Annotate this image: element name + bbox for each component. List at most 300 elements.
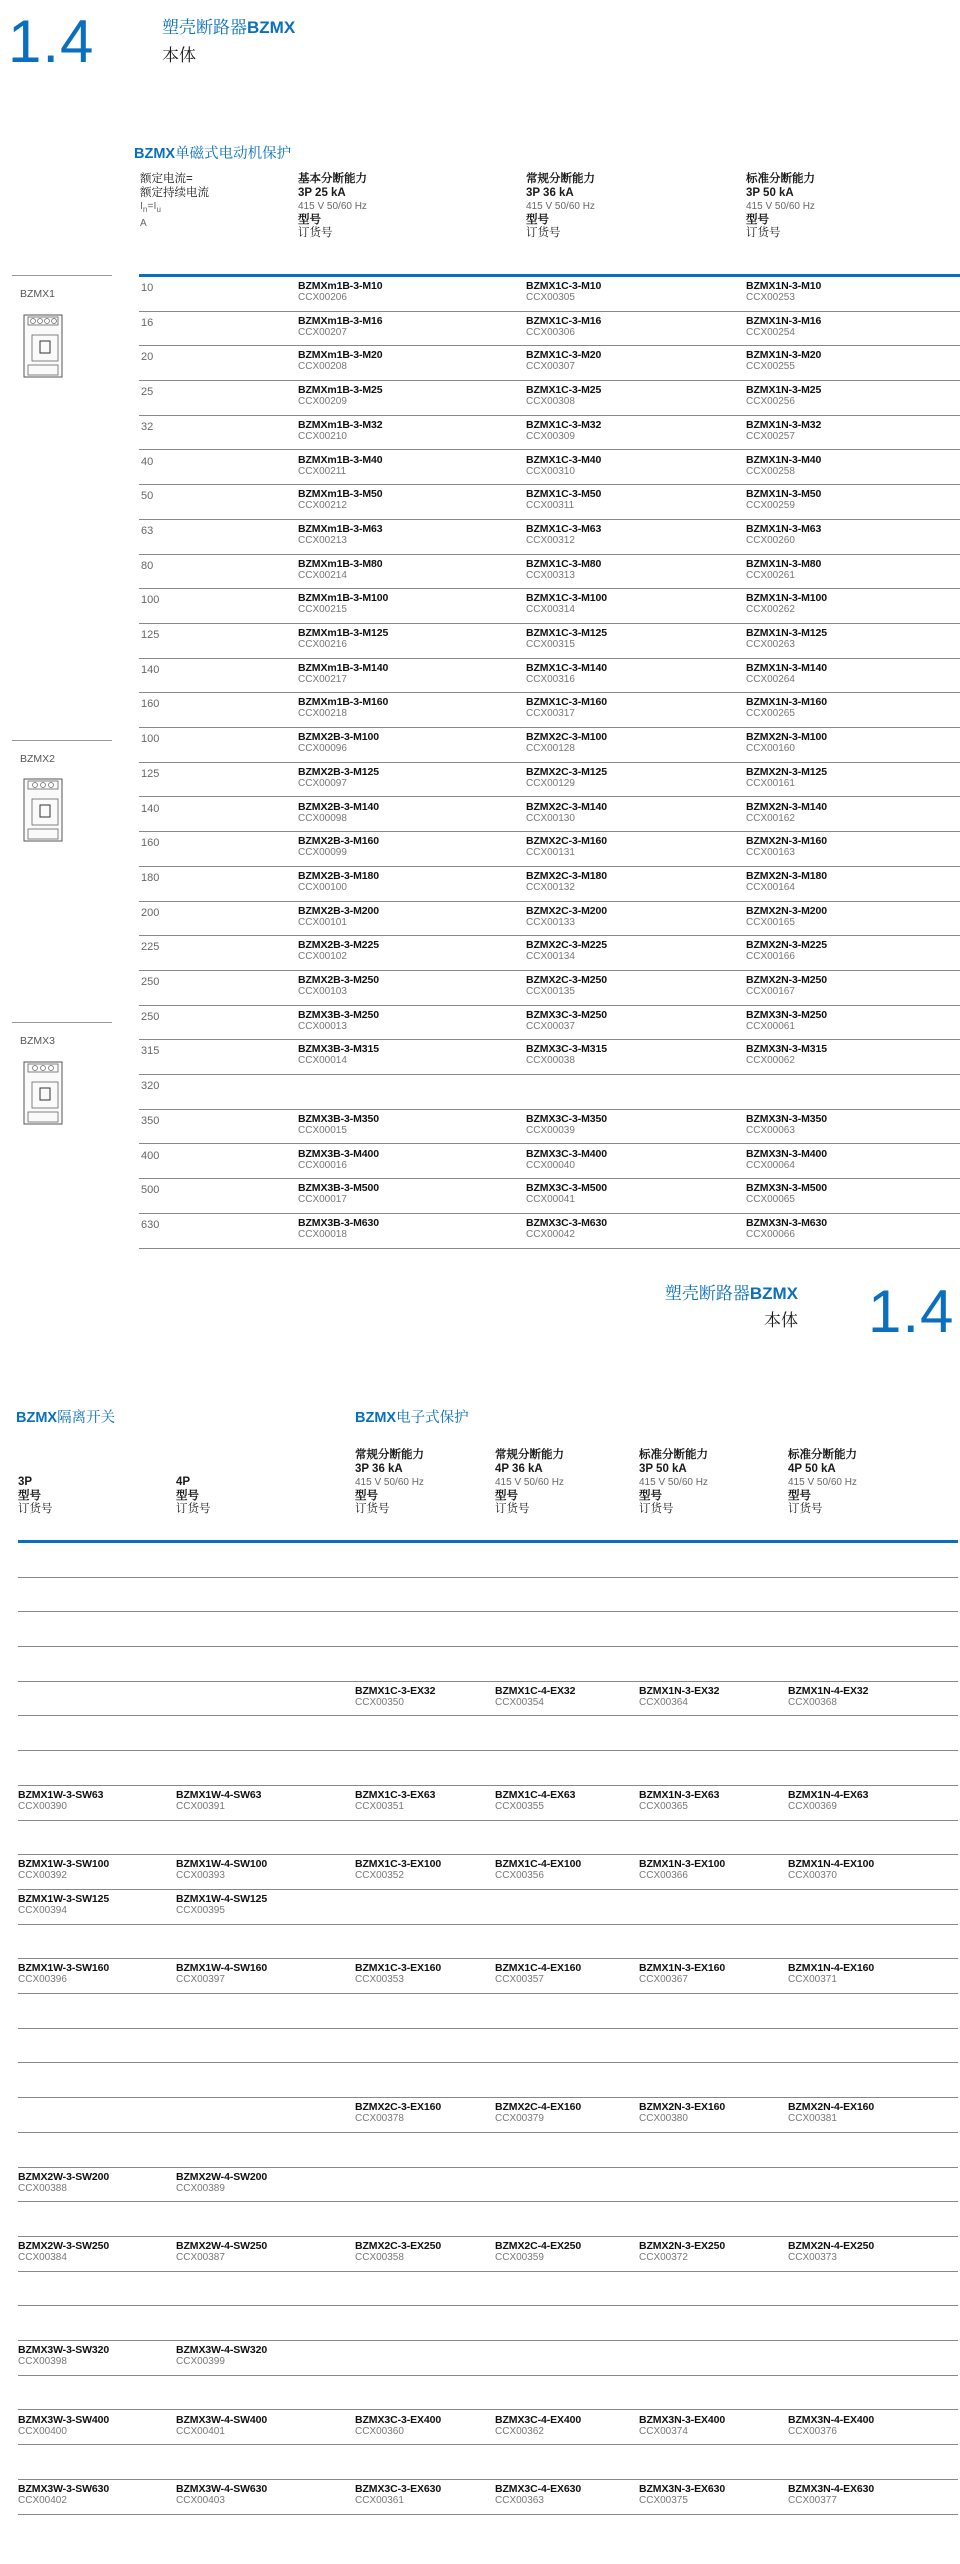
rated-current: 40 xyxy=(141,455,154,468)
model-number: BZMX3W-3-SW630 xyxy=(18,2482,110,2495)
model-number: BZMX2C-3-M100 xyxy=(526,731,607,744)
model-number: BZMX1N-3-M140 xyxy=(746,661,827,674)
order-number: CCX00209 xyxy=(298,396,347,408)
page-title-cn: 塑壳断路器 xyxy=(162,18,247,37)
product-cell xyxy=(746,488,821,512)
frame-label-bzmx2: BZMX2 xyxy=(20,753,56,765)
model-number: BZMX3N-4-EX630 xyxy=(788,2482,875,2495)
order-number: CCX00398 xyxy=(18,2356,67,2368)
table-row xyxy=(139,1075,960,1110)
model-number: BZMX2C-3-M200 xyxy=(526,904,607,917)
order-number: CCX00098 xyxy=(298,812,347,824)
product-cell xyxy=(18,1789,103,1813)
column-header-regular xyxy=(526,173,595,241)
model-number: BZMX1N-3-EX32 xyxy=(639,1684,720,1697)
product-cell xyxy=(526,349,601,373)
table-row xyxy=(18,1751,958,1786)
product-cell xyxy=(495,2414,581,2438)
frame-label-bzmx1: BZMX1 xyxy=(20,288,56,300)
model-number: BZMX1C-3-EX32 xyxy=(355,1684,436,1697)
model-number: BZMX1N-3-M20 xyxy=(746,349,822,362)
sw4-model-label: 型号 xyxy=(176,1489,199,1502)
order-number: CCX00391 xyxy=(176,1800,225,1812)
model-number: BZMXm1B-3-M50 xyxy=(298,488,383,501)
order-number: CCX00160 xyxy=(746,743,795,755)
basic-capacity: 基本分断能力 xyxy=(298,173,367,185)
model-number: BZMX3C-3-M400 xyxy=(526,1147,607,1160)
table-row xyxy=(139,832,960,867)
order-number: CCX00387 xyxy=(176,2252,225,2263)
column-header-current xyxy=(140,173,209,230)
order-number: CCX00374 xyxy=(639,2425,688,2437)
product-cell xyxy=(298,939,379,963)
standard-capacity: 标准分断能力 xyxy=(746,173,815,185)
product-cell xyxy=(746,1217,827,1241)
product-cell xyxy=(639,1858,725,1882)
order-number: CCX00400 xyxy=(18,2425,67,2437)
model-number: BZMX1N-3-M50 xyxy=(746,488,822,501)
product-cell xyxy=(298,349,382,373)
product-cell xyxy=(639,2414,725,2438)
product-cell xyxy=(298,870,379,894)
order-number: CCX00315 xyxy=(526,639,575,650)
model-number: BZMXm1B-3-M80 xyxy=(298,557,383,570)
order-number: CCX00214 xyxy=(298,569,347,581)
column-header-basic xyxy=(298,173,367,241)
product-cell xyxy=(298,905,379,929)
product-cell xyxy=(298,835,379,859)
rated-current: 250 xyxy=(141,976,160,988)
rated-current: 125 xyxy=(141,629,160,641)
order-number: CCX00218 xyxy=(298,708,347,720)
product-cell xyxy=(526,592,607,616)
order-number: CCX00403 xyxy=(176,2494,225,2506)
page-subtitle: 本体 xyxy=(162,46,196,65)
page2-title-brand: BZMX xyxy=(749,1284,798,1303)
order-number: CCX00135 xyxy=(526,986,575,997)
rated-current: 200 xyxy=(141,906,160,919)
section-number: 1.4 xyxy=(8,8,95,75)
product-cell xyxy=(526,454,601,478)
product-cell xyxy=(298,1182,379,1206)
table-row xyxy=(139,798,960,833)
rated-current: 320 xyxy=(141,1080,160,1093)
order-number: CCX00265 xyxy=(746,708,795,720)
order-number: CCX00037 xyxy=(526,1020,575,1032)
order-number: CCX00384 xyxy=(18,2252,67,2263)
table-row xyxy=(18,1612,958,1647)
isolator-title-brand: BZMX xyxy=(16,1410,58,1426)
model-number: BZMX1W-3-SW100 xyxy=(18,1858,110,1871)
product-cell xyxy=(788,2414,874,2438)
order-number: CCX00254 xyxy=(746,326,795,338)
table-row xyxy=(18,1543,958,1578)
table-row xyxy=(139,1145,960,1180)
table-row xyxy=(18,1925,958,1960)
n3-voltage: 415 V 50/60 Hz xyxy=(639,1477,708,1488)
table-row xyxy=(18,2445,958,2480)
column-header-standard xyxy=(746,173,815,241)
model-number: BZMX1C-3-M50 xyxy=(526,488,602,501)
product-cell xyxy=(18,2240,109,2264)
model-number: BZMX2C-3-EX160 xyxy=(355,2101,442,2114)
table-row xyxy=(139,1214,960,1249)
order-number: CCX00393 xyxy=(176,1870,225,1882)
product-cell xyxy=(298,1217,379,1241)
product-cell xyxy=(746,870,827,894)
product-cell xyxy=(746,419,821,443)
order-number: CCX00310 xyxy=(526,465,575,477)
order-number: CCX00039 xyxy=(526,1124,575,1136)
order-number: CCX00132 xyxy=(526,881,575,893)
model-number: BZMX2N-3-EX250 xyxy=(639,2240,726,2252)
breaker-bzmx3-icon xyxy=(20,1058,66,1128)
rated-current: 125 xyxy=(141,767,160,780)
product-cell xyxy=(639,2483,725,2507)
model-number: BZMX1C-3-M140 xyxy=(526,661,607,674)
model-number: BZMX2N-3-EX160 xyxy=(639,2101,726,2114)
table-row xyxy=(18,1578,958,1613)
order-number: CCX00215 xyxy=(298,604,347,616)
product-cell xyxy=(495,1789,575,1813)
order-number: CCX00217 xyxy=(298,673,347,685)
frame-divider xyxy=(12,275,112,276)
product-cell xyxy=(526,766,607,790)
product-cell xyxy=(526,419,601,443)
product-cell xyxy=(18,1893,109,1917)
product-cell xyxy=(639,2101,725,2125)
standard-voltage: 415 V 50/60 Hz xyxy=(746,201,815,212)
page2-subtitle: 本体 xyxy=(764,1311,798,1330)
rated-current: 20 xyxy=(141,351,154,364)
order-number: CCX00366 xyxy=(639,1870,688,1882)
basic-voltage: 415 V 50/60 Hz xyxy=(298,201,367,212)
standard-order-label: 订货号 xyxy=(746,227,781,239)
model-number: BZMX1C-4-EX160 xyxy=(495,1962,582,1975)
order-number: CCX00360 xyxy=(355,2425,404,2437)
product-cell xyxy=(298,731,379,755)
table-title-isolator xyxy=(16,1406,115,1427)
model-number: BZMX3N-3-EX630 xyxy=(639,2482,726,2495)
n3-capacity: 标准分断能力 xyxy=(639,1449,708,1461)
model-number: BZMXm1B-3-M40 xyxy=(298,453,383,466)
product-cell xyxy=(746,349,821,373)
order-number: CCX00061 xyxy=(746,1020,795,1032)
rated-current: 160 xyxy=(141,698,160,711)
column-header-c4 xyxy=(495,1449,564,1517)
order-number: CCX00363 xyxy=(495,2494,544,2506)
n4-model-label: 型号 xyxy=(788,1489,811,1502)
product-cell xyxy=(746,1113,827,1137)
table-row xyxy=(139,971,960,1006)
regular-voltage: 415 V 50/60 Hz xyxy=(526,201,595,212)
model-number: BZMX2C-3-M180 xyxy=(526,869,607,882)
product-cell xyxy=(746,1043,827,1067)
product-cell xyxy=(355,2240,441,2264)
n4-capacity: 标准分断能力 xyxy=(788,1449,857,1461)
model-number: BZMX1N-3-M63 xyxy=(746,522,822,535)
basic-model-label: 型号 xyxy=(298,213,321,226)
model-number: BZMX3C-4-EX400 xyxy=(495,2413,582,2426)
model-number: BZMX1W-3-SW125 xyxy=(18,1893,110,1905)
model-number: BZMX1C-3-M100 xyxy=(526,592,607,605)
table-row xyxy=(18,1682,958,1717)
model-number: BZMX1N-4-EX63 xyxy=(788,1788,869,1801)
order-number: CCX00380 xyxy=(639,2113,688,2125)
order-number: CCX00358 xyxy=(355,2252,404,2263)
column-header-c3 xyxy=(355,1449,424,1517)
n4-order-label: 订货号 xyxy=(788,1503,823,1515)
model-number: BZMX2C-4-EX160 xyxy=(495,2101,582,2114)
product-cell xyxy=(298,662,388,686)
order-number: CCX00309 xyxy=(526,430,575,442)
row-divider xyxy=(18,2514,958,2515)
product-cell xyxy=(355,1962,441,1986)
order-number: CCX00162 xyxy=(746,812,795,824)
model-number: BZMX2N-3-M100 xyxy=(746,731,827,744)
sw3-poles: 3P xyxy=(18,1476,33,1488)
order-number: CCX00389 xyxy=(176,2182,225,2194)
order-number: CCX00307 xyxy=(526,361,575,373)
current-unit: A xyxy=(140,217,147,229)
model-number: BZMX2W-3-SW200 xyxy=(18,2170,110,2183)
model-number: BZMX2B-3-M225 xyxy=(298,939,379,952)
product-cell xyxy=(746,801,827,825)
model-number: BZMX3N-3-M400 xyxy=(746,1147,827,1160)
order-number: CCX00257 xyxy=(746,430,795,442)
order-number: CCX00103 xyxy=(298,986,347,997)
column-header-n3 xyxy=(639,1449,708,1517)
n3-rating: 3P 50 kA xyxy=(639,1462,687,1475)
order-number: CCX00353 xyxy=(355,1974,404,1986)
product-cell xyxy=(176,1962,267,1986)
product-cell xyxy=(746,766,827,790)
model-number: BZMX1N-3-M16 xyxy=(746,314,822,327)
model-number: BZMX1N-3-M32 xyxy=(746,418,822,431)
model-number: BZMX1N-3-EX63 xyxy=(639,1788,720,1801)
current-formula: $I_n=I_u$ xyxy=(140,200,161,215)
order-number: CCX00365 xyxy=(639,1800,688,1812)
product-cell xyxy=(495,2483,581,2507)
table-row xyxy=(18,2029,958,2064)
model-number: BZMX1C-3-M25 xyxy=(526,384,602,397)
model-number: BZMX2B-3-M100 xyxy=(298,731,379,744)
table-row xyxy=(139,485,960,520)
model-number: BZMX2N-3-M140 xyxy=(746,800,827,813)
order-number: CCX00362 xyxy=(495,2425,544,2437)
order-number: CCX00352 xyxy=(355,1870,404,1882)
order-number: CCX00066 xyxy=(746,1228,795,1240)
model-number: BZMX3N-4-EX400 xyxy=(788,2413,875,2426)
current-label-1: 额定电流= xyxy=(140,173,193,185)
order-number: CCX00165 xyxy=(746,916,795,928)
table-row xyxy=(18,1821,958,1856)
model-number: BZMXm1B-3-M63 xyxy=(298,522,383,535)
product-cell xyxy=(495,1685,575,1709)
product-cell xyxy=(746,592,827,616)
product-cell xyxy=(526,870,607,894)
order-number: CCX00062 xyxy=(746,1055,795,1067)
product-cell xyxy=(298,627,388,651)
table-row xyxy=(139,624,960,659)
model-number: BZMX3B-3-M630 xyxy=(298,1216,379,1229)
model-number: BZMX2C-3-M250 xyxy=(526,974,607,986)
order-number: CCX00040 xyxy=(526,1159,575,1171)
product-cell xyxy=(746,1009,827,1033)
model-number: BZMX1C-3-M16 xyxy=(526,314,602,327)
model-number: BZMX1N-4-EX100 xyxy=(788,1858,875,1871)
product-cell xyxy=(298,1113,379,1137)
product-cell xyxy=(639,2240,725,2264)
product-cell xyxy=(176,1893,267,1917)
order-number: CCX00261 xyxy=(746,569,795,581)
order-number: CCX00373 xyxy=(788,2252,837,2263)
rated-current: 100 xyxy=(141,733,160,746)
model-number: BZMXm1B-3-M100 xyxy=(298,592,389,605)
model-number: BZMX3B-3-M315 xyxy=(298,1043,379,1056)
table-row xyxy=(18,1959,958,1994)
model-number: BZMX1N-3-M125 xyxy=(746,627,827,639)
product-cell xyxy=(746,627,827,651)
order-number: CCX00017 xyxy=(298,1194,347,1206)
model-number: BZMX2N-4-EX250 xyxy=(788,2240,875,2252)
model-number: BZMX1C-4-EX63 xyxy=(495,1788,576,1801)
product-cell xyxy=(176,2414,267,2438)
order-number: CCX00161 xyxy=(746,777,795,789)
product-cell xyxy=(746,835,827,859)
order-number: CCX00130 xyxy=(526,812,575,824)
model-number: BZMX2W-4-SW200 xyxy=(176,2170,268,2183)
order-number: CCX00213 xyxy=(298,534,347,546)
product-cell xyxy=(298,419,382,443)
table-row xyxy=(18,1890,958,1925)
model-number: BZMX3W-4-SW630 xyxy=(176,2482,268,2495)
order-number: CCX00255 xyxy=(746,361,795,373)
product-cell xyxy=(18,2344,109,2368)
product-cell xyxy=(526,1113,607,1137)
regular-order-label: 订货号 xyxy=(526,227,561,239)
product-cell xyxy=(526,1009,607,1033)
model-number: BZMX1C-3-EX100 xyxy=(355,1858,442,1871)
order-number: CCX00378 xyxy=(355,2113,404,2125)
product-cell xyxy=(355,1789,435,1813)
order-number: CCX00164 xyxy=(746,881,795,893)
order-number: CCX00356 xyxy=(495,1870,544,1882)
model-number: BZMX2N-3-M200 xyxy=(746,904,827,917)
order-number: CCX00259 xyxy=(746,500,795,512)
order-number: CCX00312 xyxy=(526,534,575,546)
table-row xyxy=(139,728,960,763)
order-number: CCX00367 xyxy=(639,1974,688,1986)
page-title-brand: BZMX xyxy=(247,18,296,37)
order-number: CCX00262 xyxy=(746,604,795,616)
order-number: CCX00394 xyxy=(18,1905,67,1916)
product-cell xyxy=(355,1685,435,1709)
model-number: BZMX3N-3-M630 xyxy=(746,1216,827,1229)
model-number: BZMX1C-3-M80 xyxy=(526,557,602,570)
product-cell xyxy=(526,1182,607,1206)
table-row xyxy=(139,451,960,486)
order-number: CCX00063 xyxy=(746,1124,795,1136)
product-cell xyxy=(526,627,607,651)
order-number: CCX00379 xyxy=(495,2113,544,2125)
model-number: BZMX1C-3-M160 xyxy=(526,696,607,709)
rated-current: 500 xyxy=(141,1184,160,1197)
electronic-title-cn: 电子式保护 xyxy=(396,1410,469,1426)
model-number: BZMX3N-3-M500 xyxy=(746,1182,827,1195)
product-cell xyxy=(298,280,382,304)
order-number: CCX00134 xyxy=(526,951,575,963)
model-number: BZMX1N-3-M40 xyxy=(746,453,822,466)
order-number: CCX00396 xyxy=(18,1974,67,1986)
model-number: BZMX3W-3-SW320 xyxy=(18,2344,110,2357)
model-number: BZMX3B-3-M350 xyxy=(298,1112,379,1125)
model-number: BZMXm1B-3-M160 xyxy=(298,696,389,709)
model-number: BZMXm1B-3-M125 xyxy=(298,627,389,639)
product-cell xyxy=(495,2101,581,2125)
model-number: BZMX3C-3-EX630 xyxy=(355,2482,442,2495)
rated-current: 160 xyxy=(141,837,160,850)
order-number: CCX00354 xyxy=(495,1696,544,1708)
product-cell xyxy=(18,2483,109,2507)
model-number: BZMX1C-3-EX63 xyxy=(355,1788,436,1801)
product-cell xyxy=(746,523,821,547)
product-cell xyxy=(176,2240,267,2264)
n4-rating: 4P 50 kA xyxy=(788,1462,836,1475)
rated-current: 140 xyxy=(141,663,160,676)
model-number: BZMX3C-3-M350 xyxy=(526,1112,607,1125)
model-number: BZMX1C-3-M63 xyxy=(526,522,602,535)
product-cell xyxy=(526,558,601,582)
order-number: CCX00015 xyxy=(298,1124,347,1136)
product-cell xyxy=(355,2483,441,2507)
table-row xyxy=(139,1110,960,1145)
product-cell xyxy=(639,1685,719,1709)
product-cell xyxy=(788,1685,868,1709)
model-number: BZMX2W-3-SW250 xyxy=(18,2240,110,2252)
model-number: BZMX3B-3-M400 xyxy=(298,1147,379,1160)
model-number: BZMX2B-3-M125 xyxy=(298,765,379,778)
model-number: BZMX2C-3-M225 xyxy=(526,939,607,952)
column-header-n4 xyxy=(788,1449,857,1517)
product-cell xyxy=(746,905,827,929)
page2-section-number: 1.4 xyxy=(868,1278,955,1345)
product-cell xyxy=(526,662,607,686)
column-header-sw4 xyxy=(176,1476,211,1517)
model-number: BZMX2C-3-M140 xyxy=(526,800,607,813)
product-cell xyxy=(176,2171,267,2195)
rated-current: 25 xyxy=(141,386,154,399)
product-cell xyxy=(298,696,388,720)
model-number: BZMX2N-3-M180 xyxy=(746,869,827,882)
rated-current: 225 xyxy=(141,941,160,954)
product-cell xyxy=(526,905,607,929)
order-number: CCX00361 xyxy=(355,2494,404,2506)
model-number: BZMX3C-3-M315 xyxy=(526,1043,607,1056)
model-number: BZMX1N-3-M10 xyxy=(746,280,822,292)
table-row xyxy=(139,902,960,937)
product-cell xyxy=(746,280,821,304)
model-number: BZMX3N-3-M250 xyxy=(746,1008,827,1021)
model-number: BZMX2N-3-M225 xyxy=(746,939,827,952)
order-number: CCX00264 xyxy=(746,673,795,685)
c4-voltage: 415 V 50/60 Hz xyxy=(495,1477,564,1488)
rated-current: 16 xyxy=(141,316,154,329)
table-row xyxy=(139,867,960,902)
order-number: CCX00305 xyxy=(526,292,575,303)
product-cell xyxy=(526,1148,607,1172)
order-number: CCX00102 xyxy=(298,951,347,963)
